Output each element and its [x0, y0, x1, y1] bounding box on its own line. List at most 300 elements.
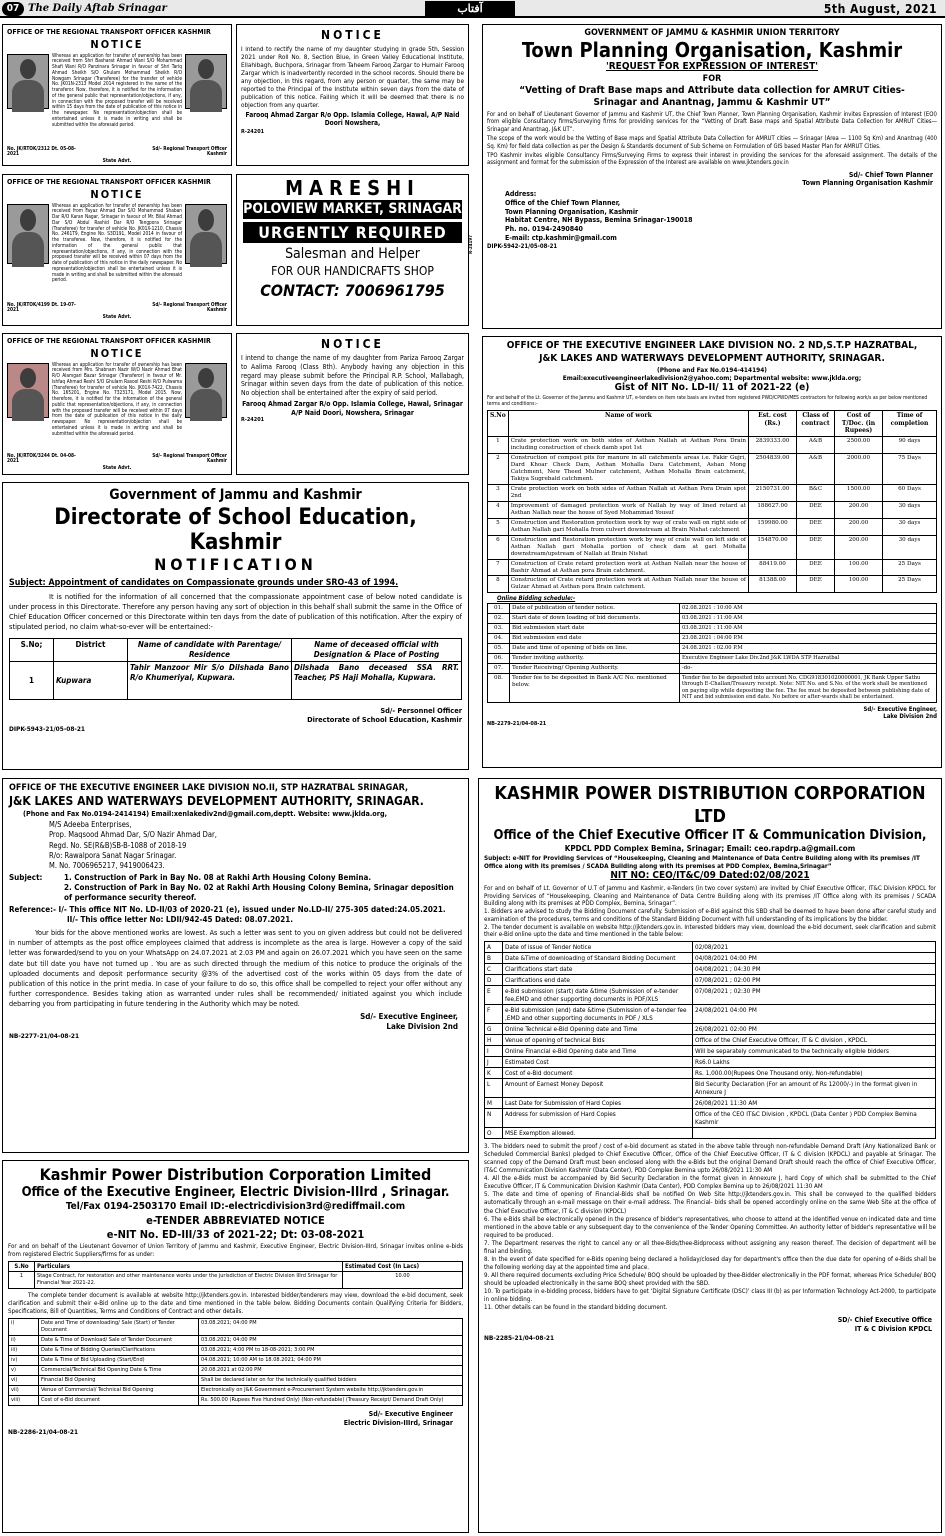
school-sign-1: Sd/- Personnel Officer: [380, 706, 462, 716]
cell: 01.: [488, 603, 510, 613]
cell: 03.08.2021; 4:00 PM to 18-08-2021; 3:00 PM: [199, 1346, 463, 1356]
subject-item: 2. Construction of Park in Bay No. 02 at Rakhi Arth Housing Colony Bemina, Srinagar deposition of performance security thereof.: [64, 882, 454, 902]
cell: J: [485, 1057, 503, 1068]
tpo-address-line: Office of the Chief Town Planner,: [505, 198, 621, 207]
cell: Online Financial e-Bid Opening date and Time: [503, 1046, 693, 1057]
cell: Bid submission start date: [510, 623, 680, 633]
kpdcl-it-tender: [478, 778, 942, 1533]
kpdcl2-body: The complete tender document is available at website http://jktenders.gov.in. Interested bidder/tenderers may view, download the e-bid document, seek clarification and submit their e-Bid online up to the date and time mentioned in the table below. Bidding Documents contain Qualifying Criteria for Bidders, Specifications, Bill of Quantities, Terms and Conditions of Contract and other details.: [8, 1292, 463, 1315]
cell: 60 Days: [883, 484, 937, 501]
ad-urgent: URGENTLY REQUIRED: [243, 222, 462, 244]
kpdcl-nit: NIT NO: CEO/IT&C/09 Dated:02/08/2021: [610, 870, 810, 882]
table-row: [488, 576, 937, 593]
cell: 06.: [488, 653, 510, 663]
tpo-address-line: Ph. no. 0194-2490840: [505, 225, 583, 234]
col-header: Est. cost (Rs.): [749, 411, 797, 437]
cell: A&B: [797, 436, 835, 453]
cell: Venue of opening of technical Bids: [503, 1035, 693, 1046]
cell: 1: [10, 662, 54, 700]
cell: 25 Days: [883, 559, 937, 576]
cell: 20.08.2021 at 02:00 PM: [199, 1366, 463, 1376]
cell: Date & Time of Bid Uploading (Start/End): [39, 1356, 199, 1366]
lake-title-2: J&K LAKES AND WATERWAYS DEVELOPMENT AUTHORITY, SRINAGAR.: [539, 352, 885, 364]
notice-sign: Farooq Ahmad Zargar R/o Opp. Islamia College, Hawal, Srinagar A/P Naid Doori, Nowshera, Srinagar: [242, 400, 463, 417]
table-row: [9, 1376, 463, 1386]
cell: E: [485, 986, 503, 1005]
applicant-photo: [185, 204, 227, 264]
kpdcl-sign-2: IT & C Division KPDCL: [854, 1325, 932, 1334]
col-header: District: [54, 639, 128, 662]
kpdcl-point: 8. In the event of date specified for e-Bids opening being declared a holiday/closed day for department's office then the due date for opening of e-Bids shall be the following working day at the appointed time and place.: [484, 1255, 936, 1271]
table-row: [485, 1068, 936, 1079]
cell: ii): [9, 1336, 39, 1346]
cell: 07/08/2021 ; 02:30 PM: [693, 986, 936, 1005]
cell: G: [485, 1024, 503, 1035]
table-row: [9, 1386, 463, 1396]
lake-title-1: OFFICE OF THE EXECUTIVE ENGINEER LAKE DIVISION NO. 2 ND,S.T.P HAZRATBAL,: [506, 340, 918, 351]
table-row: [485, 1098, 936, 1109]
cell: 30 days: [883, 518, 937, 535]
cell: Office of the CEO IT&C Division , KPDCL (Data Center ) PDD Complex Bemina Kashmir: [693, 1109, 936, 1128]
page-number: 07: [2, 2, 24, 16]
table-row: [485, 964, 936, 975]
cell: 02.: [488, 613, 510, 623]
applicant-photo: [185, 54, 227, 109]
cell: Bid Security Declaration (For an amount of Rs 12000/-) in the format given in Annexure J: [693, 1079, 936, 1098]
cell: 30 days: [883, 535, 937, 559]
cell: H: [485, 1035, 503, 1046]
tpo-sign-2: Town Planning Organisation Kashmir: [802, 179, 933, 188]
table-row: [485, 1035, 936, 1046]
addressee-line: Regd. No. SE(R&B)SB-B-1088 of 2018-19: [49, 840, 187, 850]
cell: L: [485, 1079, 503, 1098]
school-subject: Subject: Appointment of candidates on Compassionate grounds under SRO-43 of 1994.: [9, 578, 399, 589]
cell: 03.08.2021 : 11:00 AM: [680, 613, 937, 623]
cell: Online Technical e-Bid Opening date and Time: [503, 1024, 693, 1035]
kpdcl-subject: Subject: e-NIT for Providing Services of “Housekeeping, Cleaning and Maintenance of Data Centre Building along with its premises /IT Office along with its premises / SCADA Building along with its premises at PDD Complex, Bemina,Srinagar”: [484, 854, 920, 871]
cell: Rs. 1,000.00(Rupees One Thousand only, Non-refundable): [693, 1068, 936, 1079]
issue-date: 5th August, 2021: [823, 2, 937, 16]
cell: Estimated Cost: [503, 1057, 693, 1068]
notice-ref: R-24201: [241, 129, 265, 136]
lake2-title-1: OFFICE OF THE EXECUTIVE ENGINEER LAKE DIVISION NO.II, STP HAZRATBAL SRINAGAR,: [9, 783, 409, 793]
table-row: [488, 453, 937, 484]
cell: Construction of Crate retard protection work at Asthan Nallah near the house of Gulzar Ahmad at Asthan pora Brain catchment.: [508, 576, 748, 593]
cell: I: [485, 1046, 503, 1057]
table-row: [488, 603, 937, 613]
cell: 07.: [488, 663, 510, 673]
cell: 100.00: [835, 559, 883, 576]
kpdcl-address: KPDCL PDD Complex Bemina, Srinagar; Email: ceo.rapdrp.a@gmail.com: [564, 844, 856, 854]
col-header: Time of completion: [883, 411, 937, 437]
candidate-table: [9, 638, 462, 700]
kpdcl-point: 3. The bidders need to submit the proof / cost of e-bid document as stated in the above table through non-refundable Demand Draft (Any Nationalized Bank or Scheduled Commercial Banks) pledged to Chief Executive Officer, Office of the Chief Executive Officer, IT & C division (KPDCL) and payable at Srinagar. The scanned copy of the Demand Draft must been enclosed along with the e-Bids but the original Demand Draft should reach the office of Chief Executive Officer, IT&C Communication Division Kashmir (Data Center), PDD Complex Bemina upto 26/08/2021 11:30 AM: [484, 1143, 936, 1175]
cell: Clarifications end date: [503, 975, 693, 986]
cell: 1: [9, 1272, 35, 1289]
cell: 200.00: [835, 518, 883, 535]
cell: DEE: [797, 559, 835, 576]
table-row: [488, 663, 937, 673]
cell: 200.00: [835, 501, 883, 518]
lake-intro: For and behalf of the Lt. Governor of the Jammu and Kashmir UT, e-tenders on item rate basis are invited from registered PWD/CPWD/MES contractors for following work/s as per below mentioned terms and conditions:-: [487, 394, 928, 407]
table-row: [485, 942, 936, 953]
table-row: [9, 1396, 463, 1406]
rto-body: Whereas an application for transfer of ownership has been received from Shri Basharat Ahmad Wani S/O Mohammad Shafi Wani R/O Panzinara Srinagar in favour of Shri Tariq Ahmad Sheikh S/O Ghulam Mohammad Sheikh R/O Nowgam Srinagar (Transferee) for the transfer of vehicle No. JK01N-2313 Model 2014 registered in the name of the transferor. Now, therefore, it is notified for the information of the general public that representation/objections, if any, in connection with the proposed transfer will be received within 15 days from the date of publication of this notice in the newspaper. No representation/objection shall be entertained unless it is made in writing and shall be submitted within the aforesaid period.: [52, 53, 182, 128]
table-row: [488, 623, 937, 633]
lake-gist: Gist of NIT No. LD-II/ 11 of 2021-22 (e): [614, 382, 810, 394]
cell: 26/08/2021 02:00 PM: [693, 1024, 936, 1035]
rto-ref: No. JK/RTOK/3244 Dt. 04-08-2021: [7, 453, 76, 465]
cell: B&C: [797, 484, 835, 501]
tpo-para-3: TPO Kashmir invites eligible Consultancy Firms/Surveying Firms to express their interest in providing the services for the aforesaid assignment. The details of the assignment and format for the submission of the Expression of the Interest are available on www.jktenders.gov.in: [487, 152, 937, 167]
lake2-sign-2: Lake Division 2nd: [386, 1021, 458, 1031]
cell: 24/08/2021 04:00 PM: [693, 1005, 936, 1024]
cell: Improvement of damaged protection work of Nallah by way of lined retard at Asthan Nallah near the house of Syed Mohammad Yousuf: [508, 501, 748, 518]
tpo-para-2: The scope of the work would be the Vetting of Base maps and Spatial Attribute Data Collection for AMRUT cities — Srinagar (Area — 1100 Sq Km) and Anantnag (400 Sq. Km) for field data collection as per the Design & Standards document of Sub Scheme on Formulation of GIS based Master Plan for AMRUT Cities.: [487, 136, 937, 150]
table-row: [485, 1128, 936, 1139]
state-advt: State Advt.: [102, 314, 132, 321]
table-row: [488, 673, 937, 702]
school-ref: DIPK-5943-21/05-08-21: [9, 724, 85, 733]
cell: Tender fee to be deposited in Bank A/C No. mentioned below.: [510, 673, 680, 702]
col-header: S.No;: [10, 639, 54, 662]
ad-shop: FOR OUR HANDICRAFTS SHOP: [271, 263, 434, 278]
lake-works-table: [487, 410, 937, 593]
cell: vii): [9, 1386, 39, 1396]
lake2-contact: (Phone and Fax No.0194-2414194) Email:xenlakediv2nd@gmail.com,deptt. Website: www.jklda.org,: [23, 809, 388, 819]
kpdcl2-work-table: [8, 1261, 463, 1289]
cell: 07/08/2021 ; 02:00 PM: [693, 975, 936, 986]
cell: 154870.00: [749, 535, 797, 559]
cell: 2150731.00: [749, 484, 797, 501]
cell: 1500.00: [835, 484, 883, 501]
table-row: [485, 1005, 936, 1024]
kpdcl2-sign-1: Sd/- Executive Engineer: [368, 1410, 453, 1419]
cell: 10.00: [343, 1272, 463, 1289]
cell: 4: [488, 501, 509, 518]
rto-title: OFFICE OF THE REGIONAL TRANSPORT OFFICER KASHMIR: [7, 178, 211, 186]
col-header: S.No: [9, 1261, 35, 1272]
cell: Rs6.0 Lakhs: [693, 1057, 936, 1068]
kpdcl-ref: NB-2285-21/04-08-21: [484, 1333, 555, 1342]
reference-1: Reference:- I/- This office NIT No. LD-II/03 of 2020-21 (e), issued under No.LD-II/ 275-305 dated:24.05.2021.: [9, 904, 446, 914]
tpo-address-label: Address:: [505, 190, 537, 199]
subject-item: 1. Construction of Park in Bay No. 08 at Rakhi Arth Housing Colony Bemina.: [64, 872, 372, 882]
cell: 05.: [488, 643, 510, 653]
cell: Cost of e-Bid document: [503, 1068, 693, 1079]
cell: M: [485, 1098, 503, 1109]
col-header: Name of work: [508, 411, 748, 437]
cell: 2500.00: [835, 436, 883, 453]
cell: 7: [488, 559, 509, 576]
rto-ref: No. JK/RTOK/4199 Dt. 19-07-2021: [7, 302, 76, 314]
name-change-notice: [236, 333, 469, 475]
ad-market: POLOVIEW MARKET, SRINAGAR: [243, 201, 462, 217]
kpdcl2-title: Kashmir Power Distribution Corporation Limited: [39, 1165, 432, 1184]
cell: Tender inviting authority.: [510, 653, 680, 663]
school-heading: NOTIFICATION: [154, 555, 317, 575]
cell: O: [485, 1128, 503, 1139]
cell: Commercial/Technical Bid Opening Date & Time: [39, 1366, 199, 1376]
cell: Bid submission end date: [510, 633, 680, 643]
cell: 26/08/2021 11:30 AM: [693, 1098, 936, 1109]
rto-sign: Sd/- Regional Transport Officer Kashmir: [152, 453, 227, 465]
rto-title: OFFICE OF THE REGIONAL TRANSPORT OFFICER KASHMIR: [7, 337, 211, 345]
tpo-for: FOR: [702, 73, 722, 84]
addressee-line: M. No. 7006965217, 9419006423.: [49, 860, 165, 870]
ad-contact-number: 7006961795: [344, 280, 445, 300]
cell: DEE: [797, 501, 835, 518]
cell: Crate protection work on both sides of Asthan Nallah at Asthan Pora Drain including construction of check damb spot 1st: [508, 436, 748, 453]
table-row: [488, 643, 937, 653]
cell: 200.00: [835, 535, 883, 559]
cell: 04.08.2021; 10:00 AM to 18.08.2021; 04:00 PM: [199, 1356, 463, 1366]
school-sign-2: Directorate of School Education, Kashmir: [307, 715, 462, 725]
lake-phone: (Phone and Fax No.0194-414194): [657, 366, 767, 374]
school-education-notification: [2, 482, 469, 770]
tpo-expression-of-interest: [482, 24, 942, 329]
cell: Construction of Crate retard protection work at Asthan Nallah near the house of Bashir Ahmad at Asthan pora Brain catchment.: [508, 559, 748, 576]
ad-contact-label: CONTACT:: [260, 280, 340, 300]
applicant-photo: [7, 54, 49, 109]
rto-heading: NOTICE: [90, 346, 144, 360]
rto-sign: Sd/- Regional Transport Officer Kashmir: [152, 146, 227, 158]
cell: 24.08.2021 : 02.00 P.M: [680, 643, 937, 653]
cell: MSE Exemption allowed.: [503, 1128, 693, 1139]
notice-ref: R-24201: [241, 417, 265, 424]
cell: Start date of down loading of bid documents.: [510, 613, 680, 623]
lake-division-letter: [2, 778, 469, 1153]
cell: 81388.00: [749, 576, 797, 593]
tpo-subject: “Vetting of Draft Base maps and Attribute data collection for AMRUT Cities-Srinagar and Anantnag, Jammu & Kashmir UT”: [519, 85, 905, 108]
cell: 23.08.2021 : 04:00 P.M: [680, 633, 937, 643]
cell: Executive Engineer Lake Div.2nd J&K LWDA STP Hazratbal: [680, 653, 937, 663]
table-row: [9, 1366, 463, 1376]
table-row: [488, 436, 937, 453]
page-header: [0, 0, 945, 18]
kpdcl-title: KASHMIR POWER DISTRIBUTION CORPORATION LTD: [494, 783, 926, 827]
lake-division-tender: [482, 336, 942, 768]
cell: 02.08.2021 : 10:00 AM: [680, 603, 937, 613]
notice-heading: NOTICE: [321, 28, 384, 42]
kpdcl2-sign-2: Electric Division-IIIrd, Srinagar: [343, 1419, 453, 1428]
cell: Tender Receiving/ Opening Authority.: [510, 663, 680, 673]
cell: Office of the Chief Executive Officer, IT & C division , KPDCL: [693, 1035, 936, 1046]
cell: Construction and Restoration protection work by way of crate wall on left side of Asthan Nallah gari Mohalla portion of check dam at gari Mohalla downstream/upstream of Nallah at Brain Nishat: [508, 535, 748, 559]
cell: Dilshada Bano deceased SSA RRT. Teacher, PS Haji Mohalla, Kupwara.: [292, 662, 462, 700]
addressee-line: M/S Adeeba Enterprises,: [49, 820, 132, 830]
tpo-address-line: Town Planning Organisation, Kashmir: [505, 207, 639, 216]
table-row: [485, 1109, 936, 1128]
cell: 03.08.2021; 04:00 PM: [199, 1336, 463, 1346]
kpdcl2-intro: For and on behalf of the Lieutenant Governor of Union Territory of Jammu and Kashmir, Executive Engineer, Electric Division-IIIrd, Srinagar invites online e-bids from registered Electric Suppliers/firms for as under:: [8, 1243, 463, 1258]
rto-notice-2: [2, 174, 232, 326]
cell: D: [485, 975, 503, 986]
addressee-line: R/o: Rawalpora Sanat Nagar Srinagar.: [49, 850, 177, 860]
mareshi-job-ad: [236, 174, 474, 326]
cell: DEE: [797, 535, 835, 559]
rto-heading: NOTICE: [90, 187, 144, 201]
cell: Construction of compost pits for manure in all catchments areas i.e. Fakir Gujri, Dard Khoar Check Dam, Asthan Mohalla Dara Catchment, Ashan Mong Catchment, New Theed Mulner catchment, Asthan Mohalla Brain catchment, Takiya Sugrebald catchment.: [508, 453, 748, 484]
cell: 159980.00: [749, 518, 797, 535]
applicant-photo: [185, 363, 227, 418]
cell: 03.08.2021 : 11:00 AM: [680, 623, 937, 633]
col-header: S.No: [488, 411, 509, 437]
table-row: [485, 1046, 936, 1057]
cell: K: [485, 1068, 503, 1079]
lake-sign-1: Sd/- Executive Engineer,: [863, 705, 937, 713]
cell: 04/08/2021 ; 04:30 PM: [693, 964, 936, 975]
cell: -do-: [680, 663, 937, 673]
cell: DEE: [797, 576, 835, 593]
kpdcl-point: 5. The date and time of opening of Financial-Bids shall be notified On Web Site http://jktenders.gov.in. This shall be conveyed to the qualified bidders automatically through an e-mail message on their e-mail address. The Financial- bids shall be opened accordingly online on the same Web Site at the office of the Chief Executive Officer, IT & C division (KPDCL): [484, 1191, 936, 1215]
cell: 03.: [488, 623, 510, 633]
lake2-title-2: J&K LAKES AND WATERWAYS DEVELOPMENT AUTHORITY, SRINAGAR.: [9, 794, 424, 809]
table-row: [488, 501, 937, 518]
rto-notice-1: [2, 24, 232, 166]
cell: 30 days: [883, 501, 937, 518]
cell: B: [485, 953, 503, 964]
cell: Construction and Restoration protection work by way of crate wall on right side of Asthan Nallah gari Mohalla from culvert downstream at Brain Nishat catchment: [508, 518, 748, 535]
cell: C: [485, 964, 503, 975]
tpo-para-1: For and on behalf of Lieutenant Governor of Jammu and Kashmir UT, the Chief Town Planner, Town Planning Organisation, Kashmir invites Expression of Interest (EOI) from eligible Consultancy firms/Surveying firms for providing services for the “Vetting of Draft Base maps and Spatial Attribute Data Collection for AMRUT Cities—Srinagar and Anantnag, J&K UT”.: [487, 112, 937, 133]
lake-schedule-title: Online Bidding schedule:-: [497, 595, 576, 603]
cell: iv): [9, 1356, 39, 1366]
cell: i): [9, 1319, 39, 1336]
kpdcl2-schedule-table: [8, 1318, 463, 1406]
cell: 03.08.2021; 04:00 PM: [199, 1319, 463, 1336]
tpo-address-line: Habitat Centre, NH Bypass, Bemina Srinagar-190018: [505, 216, 693, 225]
cell: Venue of Commercial/ Technical Bid Opening: [39, 1386, 199, 1396]
cell: 04.: [488, 633, 510, 643]
kpdcl-sign-1: SD/- Chief Executive Office: [837, 1316, 932, 1325]
cell: 100.00: [835, 576, 883, 593]
cell: e-Bid submission (start) date &time (Submission of e-tender fee,EMD and other supporting documents in PDF/XLS: [503, 986, 693, 1005]
cell: vi): [9, 1376, 39, 1386]
rto-heading: NOTICE: [90, 37, 144, 51]
notice-body: I intend to change the name of my daughter from Pariza Farooq Zargar to Aalima Farooq (Class 8th). Anybody having any objection in this regard may please submit before the Principal R.P. School, Mallabagh, Srinagar within seven days from the date of publication of this notice. No objection shall be entertained after the expiry of said period.: [241, 354, 464, 398]
cell: Cost of e-Bid document: [39, 1396, 199, 1406]
col-header: Class of contract: [797, 411, 835, 437]
table-row: [488, 484, 937, 501]
col-header: Name of deceased official with Designation & Place of Posting: [292, 639, 462, 662]
cell: 2: [488, 453, 509, 484]
school-title: Directorate of School Education, Kashmir: [54, 504, 417, 555]
cell: 90 days: [883, 436, 937, 453]
table-row: [485, 1057, 936, 1068]
cell: DEE: [797, 518, 835, 535]
rto-ref: No. JK/RTOK/2312 Dt. 05-08-2021: [7, 146, 76, 158]
kpdcl2-notice: e-TENDER ABBREVIATED NOTICE: [146, 1213, 325, 1227]
tpo-ref: DIPK-5942-21/05-08-21: [487, 242, 558, 250]
table-row: [488, 613, 937, 623]
col-header: Name of candidate with Parentage/ Residence: [128, 639, 292, 662]
kpdcl-point: 11. Other details can be found in the standard bidding document.: [484, 1304, 668, 1312]
cell: 5: [488, 518, 509, 535]
cell: viii): [9, 1396, 39, 1406]
col-header: Cost of T/Doc. (in Rupees): [835, 411, 883, 437]
tpo-title: Town Planning Organisation, Kashmir: [521, 38, 903, 63]
lake-ref: NB-2279-21/04-08-21: [487, 720, 547, 727]
lake-email: Email:executiveengineerlakedivision2@yahoo.com; Departmental website: www.jklda.org;: [562, 374, 862, 383]
rto-body: Whereas an application for transfer of ownership has been received from Fayaz Ahmad Dar S/O Mohammad Shaban Dar R/O Karan Nagar, Srinagar in favour of Mr. Bilal Ahmad Dar S/O Abdul Rashid Dar R/O Tengpora Srinagar (Transferee) for transfer of vehicle No. JK01X-1210, Chassis No. 2461T9, Engine No. S3D191, Model 2014 in favour of the transferee. Now, therefore, it is notified for the information of the general public that representation/objections, if any, in connection with the proposed transfer will be received within 07 days from the date of publication of this notice in the daily newspaper. No representation/objection shall be entertained unless it is made in writing and shall be submitted within the aforesaid period.: [52, 203, 182, 284]
cell: 188627.00: [749, 501, 797, 518]
cell: v): [9, 1366, 39, 1376]
table-row: [488, 653, 937, 663]
name-rectification-notice: [236, 24, 469, 166]
kpdcl-point: 6. The e-Bids shall be electronically opened in the presence of bidder's representatives, who choose to attend at the identified venue on indicated date and time mentioned in the above table or any subsequent day to the convenience of the Tender Opening Committee. An authority letter of bidder's representative will be required to be produced.: [484, 1215, 936, 1239]
cell: iii): [9, 1346, 39, 1356]
rto-body: Whereas an application for transfer of ownership has been received from Mrs. Shabnam Nazir W/O Nazir Ahmad Bhat R/O Alamgari Bazar Srinagar (Transferor) in favour of Mr. Ishfaq Ahmad Reshi S/O Ghulam Rasool Reshi R/O Pulwama (Transferee) for transfer of vehicle No. JK01X-7422, Chassis No. 165201, Engine No. 7323171, Model 2015. Now, therefore, it is notified for the information of the general public that representation/objections, if any, in connection with the proposed transfer will be received within 07 days from the date of publication of this notice in the daily newspaper. No representation/objection shall be entertained unless it is made in writing and shall be submitted within the aforesaid period.: [52, 362, 182, 437]
cell: Date & Time of Download/ Sale of Tender Document: [39, 1336, 199, 1346]
kpdcl-point: 9. All there required documents excluding Price Schedule/ BOQ should be uploaded by thee-Bidder electronically in the PDF format, whereas Price Schedule/ BOQ should be uploaded electronically in the same BOQ sheet provided with the SBD.: [484, 1272, 936, 1288]
table-row: [9, 1346, 463, 1356]
cell: 25 Days: [883, 576, 937, 593]
table-row: [9, 1336, 463, 1346]
cell: Kupwara: [54, 662, 128, 700]
cell: 75 Days: [883, 453, 937, 484]
state-advt: State Advt.: [102, 158, 132, 165]
cell: Address for submission of Hard Copies: [503, 1109, 693, 1128]
cell: 8: [488, 576, 509, 593]
table-row: [488, 559, 937, 576]
paper-name: The Daily Aftab Srinagar: [28, 3, 167, 14]
cell: 3: [488, 484, 509, 501]
cell: 2839333.00: [749, 436, 797, 453]
notice-sign: Farooq Ahmad Zargar R/o Opp. Islamia College, Hawal, A/P Naid Doori Nowshera,: [245, 111, 460, 128]
cell: Date of publication of tender notice.: [510, 603, 680, 613]
paper-logo: آفتاب: [425, 1, 515, 17]
cell: Electronically on J&K Government e-Procurement System website http://jktenders.gov.in: [199, 1386, 463, 1396]
kpdcl2-ref: NB-2286-21/04-08-21: [8, 1427, 79, 1436]
table-row: [488, 535, 937, 559]
kpdcl-intro: For and on behalf of Lt. Governor of U.T of Jammu and Kashmir, e-Tenders (in two cover system) are invited by Chief Executive Officer, IT&C Division KPDCL for Providing Services of “Housekeeping, Cleaning and Maintenance of Data Centre Building along with its premises /IT Office along with its premises / SCADA Building along with its premises at PDD Complex, Bemina, Srinagar”.: [484, 884, 936, 908]
ad-side-ref: R-24197: [469, 235, 474, 254]
kpdcl-point: 10. To participate in e-bidding process, bidders have to get ‘Digital Signature Certificate (DSC)’ class III (b) as per Information Technology Act-2000, to participate in online bidding.: [484, 1288, 936, 1304]
lake2-sign-1: Sd/- Executive Engineer,: [360, 1011, 458, 1021]
table-row: [485, 975, 936, 986]
rto-notice-3: [2, 333, 232, 475]
cell: 6: [488, 535, 509, 559]
applicant-photo: [7, 363, 49, 418]
ad-title: MARESHI: [285, 176, 420, 200]
rto-title: OFFICE OF THE REGIONAL TRANSPORT OFFICER KASHMIR: [7, 28, 211, 36]
table-row: [485, 953, 936, 964]
kpdcl2-office: Office of the Executive Engineer, Electric Division-IIIrd , Srinagar.: [21, 1185, 450, 1200]
lake-schedule-table: [487, 603, 937, 703]
cell: 04/08/2021 04:00 PM: [693, 953, 936, 964]
ad-roles: Salesman and Helper: [285, 246, 420, 263]
kpdcl-point: 4. All the e-Bids must be accompanied by Bid Security Declaration in the format given in Annexure J, hard Copy of which shall be submitted to the Chief Executive Officer, IT & Communication Division Kashmir (Data Center), PDD Complex Bemina up to 26/08/2021 11:30 AM: [484, 1175, 936, 1191]
table-row: [9, 1356, 463, 1366]
table-row: [9, 1319, 463, 1336]
col-header: Estimated Cost (In Lacs): [343, 1261, 463, 1272]
kpdcl-electric-division-tender: [2, 1160, 469, 1533]
cell: F: [485, 1005, 503, 1024]
cell: Date and time of opening of bids on line.: [510, 643, 680, 653]
tpo-rfi: 'REQUEST FOR EXPRESSION OF INTEREST': [606, 61, 818, 73]
notice-heading: NOTICE: [321, 337, 384, 351]
table-row: [488, 633, 937, 643]
cell: A: [485, 942, 503, 953]
tpo-sign-1: Sd/- Chief Town Planner: [848, 170, 933, 179]
cell: Crate protection work on both sides of Asthan Nallah at Asthan Pora Drain spot 2nd: [508, 484, 748, 501]
cell: Clarifications start date: [503, 964, 693, 975]
school-body: It is notified for the information of all concerned that the compassionate appointment case of below noted candidate is under process in this Directorate. Therefore any person having any sort of objection in this behalf shall submit the same in the Office of Chief Education Officer concerned or this Directorate within ten days from the date of publication of this notification. After the expiry of stipulated period, no claim what-so-ever will be entertained:-: [9, 592, 462, 632]
cell: Last Date for Submission of Hard Copies: [503, 1098, 693, 1109]
cell: 88419.00: [749, 559, 797, 576]
cell: Stage Contract, for restoration and other maintenance works under the jurisdiction of Electric Division IIIrd Srinagar for Financial Year 2021-22.: [35, 1272, 343, 1289]
